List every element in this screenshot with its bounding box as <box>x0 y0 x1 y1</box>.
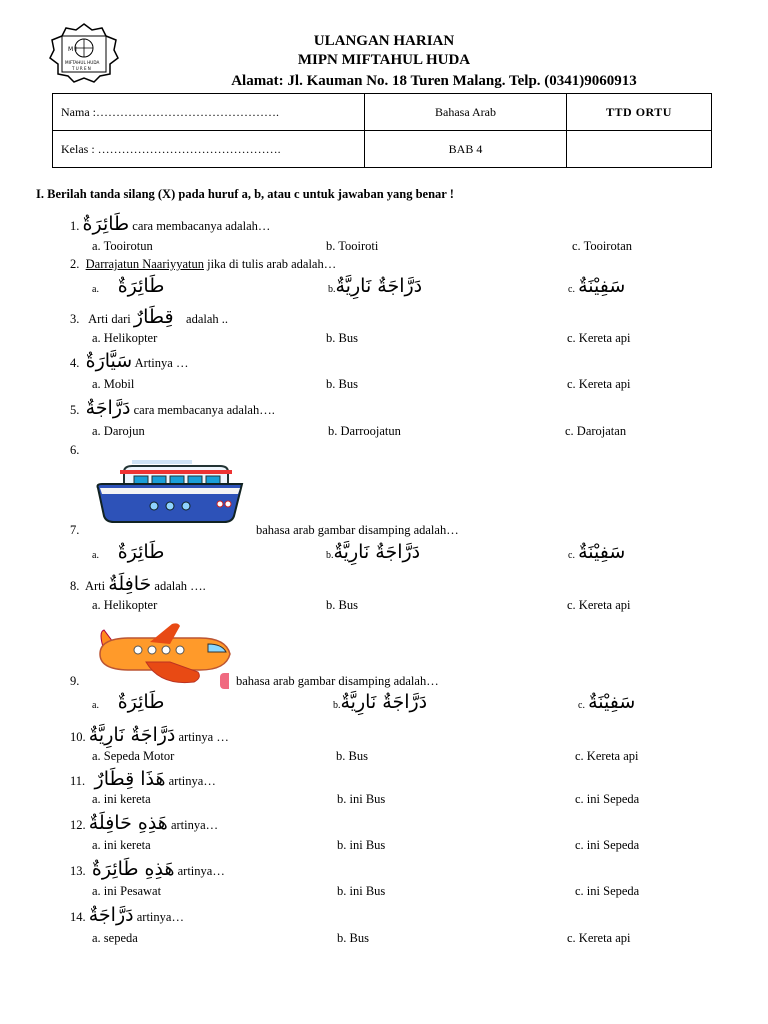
option-c[interactable]: c. سَفِيْنَةٌ <box>578 691 636 713</box>
option-c[interactable]: c. ini Sepeda <box>575 838 640 852</box>
svg-text:MIFTAHUL HUDA: MIFTAHUL HUDA <box>65 60 100 65</box>
option-a[interactable]: a. طَائِرَةٌ <box>92 275 165 297</box>
parent-signature-label: TTD ORTU <box>567 94 712 131</box>
option-a[interactable]: a. Tooirotun <box>92 239 153 253</box>
arabic-word: طَائِرَةٌ <box>82 213 130 235</box>
option-c[interactable]: c. سَفِيْنَةٌ <box>568 541 626 563</box>
option-c[interactable]: c. Kereta api <box>567 331 631 345</box>
svg-text:T U R E N: T U R E N <box>72 66 91 71</box>
signature-box[interactable] <box>567 131 712 168</box>
option-c[interactable]: c. سَفِيْنَةٌ <box>568 275 626 297</box>
question-13: 13. هَذِهِ طَائِرَةٌ artinya… <box>70 858 225 880</box>
option-b[interactable]: b.دَرَّاجَةٌ نَارِيَّةٌ <box>326 541 421 563</box>
question-3: 3. Arti dari قِطَارٌ adalah .. <box>70 306 229 328</box>
option-a[interactable]: a. Mobil <box>92 377 135 391</box>
option-c[interactable]: c. ini Sepeda <box>575 884 640 898</box>
question-10: 10. دَرَّاجَةٌ نَارِيَّةٌ artinya … <box>70 724 229 746</box>
option-a[interactable]: a. sepeda <box>92 931 138 945</box>
option-a[interactable]: a. Helikopter <box>92 331 158 345</box>
option-a[interactable]: a. ini kereta <box>92 792 151 806</box>
svg-text:M I: M I <box>68 46 77 53</box>
option-c[interactable]: c. Kereta api <box>575 749 639 763</box>
option-b[interactable]: b. Tooiroti <box>326 239 379 253</box>
exam-title: ULANGAN HARIAN <box>313 33 455 49</box>
airplane-image <box>90 620 235 695</box>
subject-cell: Bahasa Arab <box>365 94 567 131</box>
option-c[interactable]: c. Kereta api <box>567 931 631 945</box>
student-info-table <box>52 93 712 168</box>
question-7: 7. <box>70 523 80 537</box>
class-field[interactable]: Kelas : ………………………………………. <box>53 131 365 168</box>
ship-image <box>92 458 252 535</box>
option-a[interactable]: a. ini Pesawat <box>92 884 162 898</box>
question-6: 6. <box>70 443 80 457</box>
option-b[interactable]: b. Bus <box>326 598 358 612</box>
question-5: 5. دَرَّاجَةٌ cara membacanya adalah…. <box>70 397 275 419</box>
question-14: 14. دَرَّاجَةٌ artinya… <box>70 904 184 926</box>
question-1: 1. طَائِرَةٌ cara membacanya adalah… <box>70 213 271 235</box>
option-b[interactable]: b. Bus <box>336 749 368 763</box>
name-field[interactable]: Nama :………………………………………. <box>53 94 365 131</box>
option-a[interactable]: a. Sepeda Motor <box>92 749 175 763</box>
school-address: Alamat: Jl. Kauman No. 18 Turen Malang. Telp. (0341)9060913 <box>231 73 637 89</box>
option-a[interactable]: a. Darojun <box>92 424 145 438</box>
option-b[interactable]: b.دَرَّاجَةٌ نَارِيَّةٌ <box>328 275 423 297</box>
option-c[interactable]: c. Kereta api <box>567 598 631 612</box>
instruction: I. Berilah tanda silang (X) pada huruf a, b, atau c untuk jawaban yang benar ! <box>36 187 454 201</box>
option-c[interactable]: c. ini Sepeda <box>575 792 640 806</box>
option-c[interactable]: c. Kereta api <box>567 377 631 391</box>
option-b[interactable]: b. Bus <box>337 931 369 945</box>
option-a[interactable]: a. Helikopter <box>92 598 158 612</box>
option-b[interactable]: b. ini Bus <box>337 884 386 898</box>
option-a[interactable]: a. طَائِرَةٌ <box>92 691 165 713</box>
question-8: 8. Arti حَافِلَةٌ adalah …. <box>70 573 206 595</box>
option-b[interactable]: b. Bus <box>326 377 358 391</box>
option-b[interactable]: b. Darroojatun <box>328 424 401 438</box>
option-a[interactable]: a. طَائِرَةٌ <box>92 541 165 563</box>
question-7-text: bahasa arab gambar disamping adalah… <box>256 523 459 537</box>
option-a[interactable]: a. ini kereta <box>92 838 151 852</box>
question-9-text: bahasa arab gambar disamping adalah… <box>236 674 439 688</box>
option-c[interactable]: c. Tooirotan <box>572 239 632 253</box>
question-11: 11. هَذَا قِطَارٌ artinya… <box>70 768 216 790</box>
chapter-cell: BAB 4 <box>365 131 567 168</box>
option-b[interactable]: b. ini Bus <box>337 838 386 852</box>
option-b[interactable]: b. Bus <box>326 331 358 345</box>
image-fragment <box>220 673 229 689</box>
option-c[interactable]: c. Darojatan <box>565 424 627 438</box>
question-12: 12. هَذِهِ حَافِلَةٌ artinya… <box>70 812 219 834</box>
option-b[interactable]: b. ini Bus <box>337 792 386 806</box>
question-4: 4. سَيَّارَةٌ Artinya … <box>70 350 189 372</box>
question-9: 9. <box>70 674 80 688</box>
school-name: MIPN MIFTAHUL HUDA <box>297 52 471 68</box>
question-2: 2. Darrajatun Naariyyatun jika di tulis arab adalah… <box>70 257 337 271</box>
option-b[interactable]: b.دَرَّاجَةٌ نَارِيَّةٌ <box>333 691 428 713</box>
